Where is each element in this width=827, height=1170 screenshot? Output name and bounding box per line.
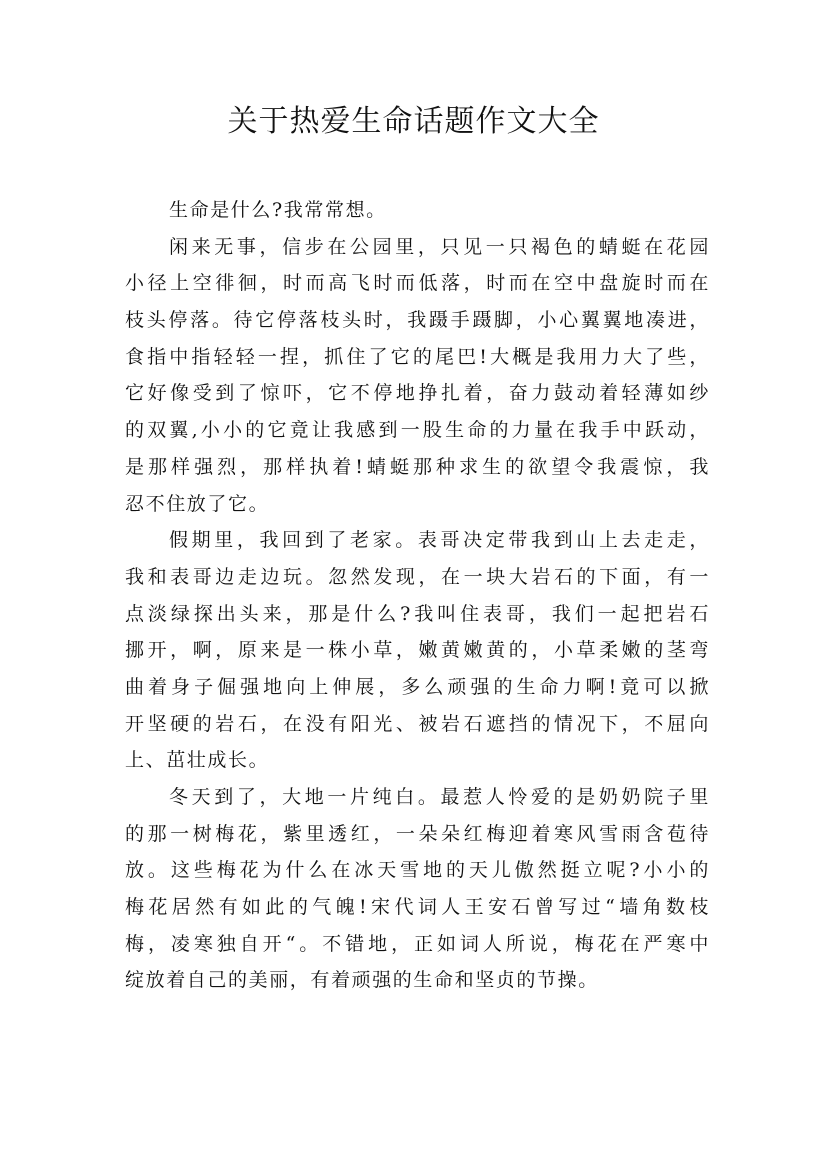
paragraph-line: 枝头停落。待它停落枝头时，我蹑手蹑脚，小心翼翼地凑进，: [125, 309, 710, 332]
paragraph-line: 的双翼,小小的它竟让我感到一股生命的力量在我手中跃动，: [125, 419, 710, 442]
document-body: [125, 192, 710, 999]
paragraph-line: 我和表哥边走边玩。忽然发现，在一块大岩石的下面，有一: [125, 565, 710, 588]
paragraph-line: 开坚硬的岩石，在没有阳光、被岩石遮挡的情况下，不屈向: [125, 712, 710, 735]
paragraph-line: 是那样强烈，那样执着!蜻蜓那种求生的欲望令我震惊，我: [125, 455, 710, 478]
paragraph-line: 梅，凌寒独自开“。不错地，正如词人所说，梅花在严寒中: [125, 932, 710, 955]
paragraph-line: 它好像受到了惊吓，它不停地挣扎着，奋力鼓动着轻薄如纱: [125, 382, 710, 405]
paragraph-line: 生命是什么?我常常想。: [169, 199, 387, 221]
paragraph-line: 闲来无事，信步在公园里，只见一只褐色的蜻蜓在花园: [169, 235, 710, 258]
paragraph: [125, 779, 710, 999]
paragraph: [125, 192, 710, 229]
paragraph-line: 小径上空徘徊，时而高飞时而低落，时而在空中盘旋时而在: [125, 272, 710, 295]
paragraph-line: 挪开，啊，原来是一株小草，嫩黄嫩黄的，小草柔嫩的茎弯: [125, 639, 710, 662]
document-title: 关于热爱生命话题作文大全: [227, 104, 600, 139]
paragraph-line: 上、茁壮成长。: [125, 749, 270, 772]
paragraph-line: 的那一树梅花，紫里透红，一朵朵红梅迎着寒风雪雨含苞待: [125, 822, 710, 845]
paragraph-line: 点淡绿探出头来，那是什么?我叫住表哥，我们一起把岩石: [125, 602, 710, 625]
paragraph-line: 假期里，我回到了老家。表哥决定带我到山上去走走，: [169, 529, 710, 552]
paragraph-line: 绽放着自己的美丽，有着顽强的生命和坚贞的节操。: [125, 969, 599, 992]
paragraph-line: 曲着身子倔强地向上伸展，多么顽强的生命力啊!竟可以掀: [125, 675, 710, 698]
paragraph: [125, 229, 710, 523]
paragraph-line: 食指中指轻轻一捏，抓住了它的尾巴!大概是我用力大了些，: [125, 345, 710, 368]
paragraph: [125, 522, 710, 779]
paragraph-line: 忍不住放了它。: [125, 492, 270, 515]
paragraph-line: 放。这些梅花为什么在冰天雪地的天儿傲然挺立呢?小小的: [125, 859, 710, 882]
paragraph-line: 冬天到了，大地一片纯白。最惹人怜爱的是奶奶院子里: [169, 786, 710, 808]
paragraph-line: 梅花居然有如此的气魄!宋代词人王安石曾写过“墙角数枝: [125, 896, 710, 919]
